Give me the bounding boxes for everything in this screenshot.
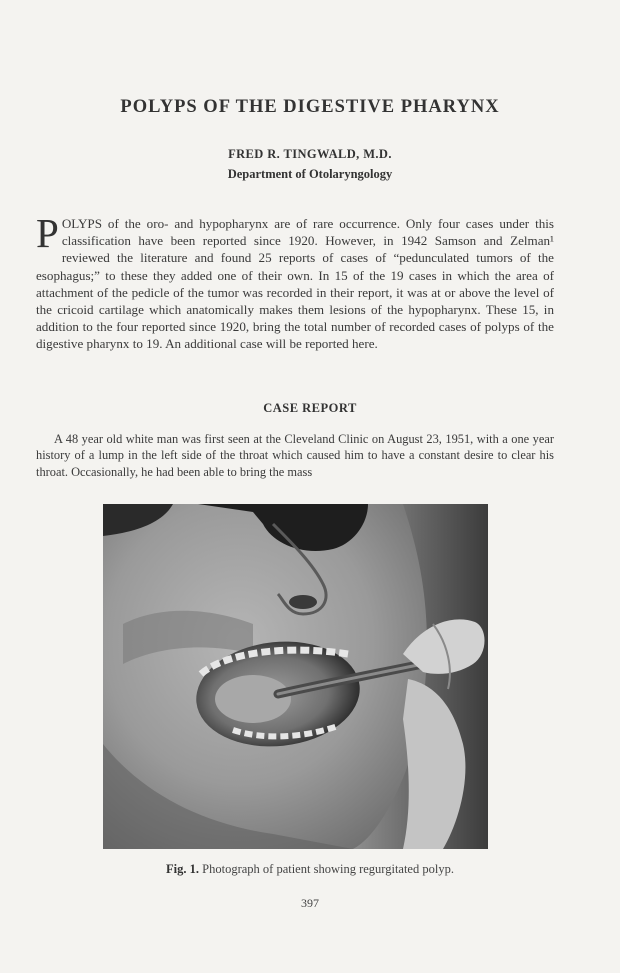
figure-1-photograph: [103, 504, 488, 849]
figure-caption: [0, 862, 620, 877]
article-title: POLYPS OF THE DIGESTIVE PHARYNX: [120, 97, 500, 117]
intro-paragraph: [36, 210, 554, 353]
figure-label: Fig. 1.: [166, 862, 200, 876]
figure-caption-text: Photograph of patient showing regurgitated polyp.: [199, 862, 454, 876]
page-number: 397: [301, 896, 319, 910]
author-name: FRED R. TINGWALD, M.D.: [228, 147, 392, 161]
author-department: Department of Otolaryngology: [227, 167, 393, 181]
patient-photo-illustration: [103, 504, 488, 849]
case-report-paragraph: A 48 year old white man was first seen at the Cleveland Clinic on August 23, 1951, with a one year history of a lump in the left side of the throat which caused him to have a constant desire to clear his throat. Occasionally, he had been able to bring the mass: [36, 432, 554, 479]
section-heading-case-report: CASE REPORT: [263, 401, 357, 415]
drop-cap: P: [36, 210, 59, 256]
intro-text: OLYPS of the oro- and hypopharynx are of rare occurrence. Only four cases under this classification have been reported since 1920. However, in 1942 Samson and Zelman¹ reviewed the literature and found 25 reports of cases of “pedunculated tumors of the esophagus;” to these they added one of their own. In 15 of the 19 cases in which the area of attachment of the pedicle of the tumor was recorded in their report, it was at or above the level of the cricoid cartilage which anatomically makes them lesions of the hypopharynx. These 15, in addition to the four reported since 1920, bring the total number of recorded cases of polyps of the digestive pharynx to 19. An additional case will be reported here.: [36, 216, 554, 352]
